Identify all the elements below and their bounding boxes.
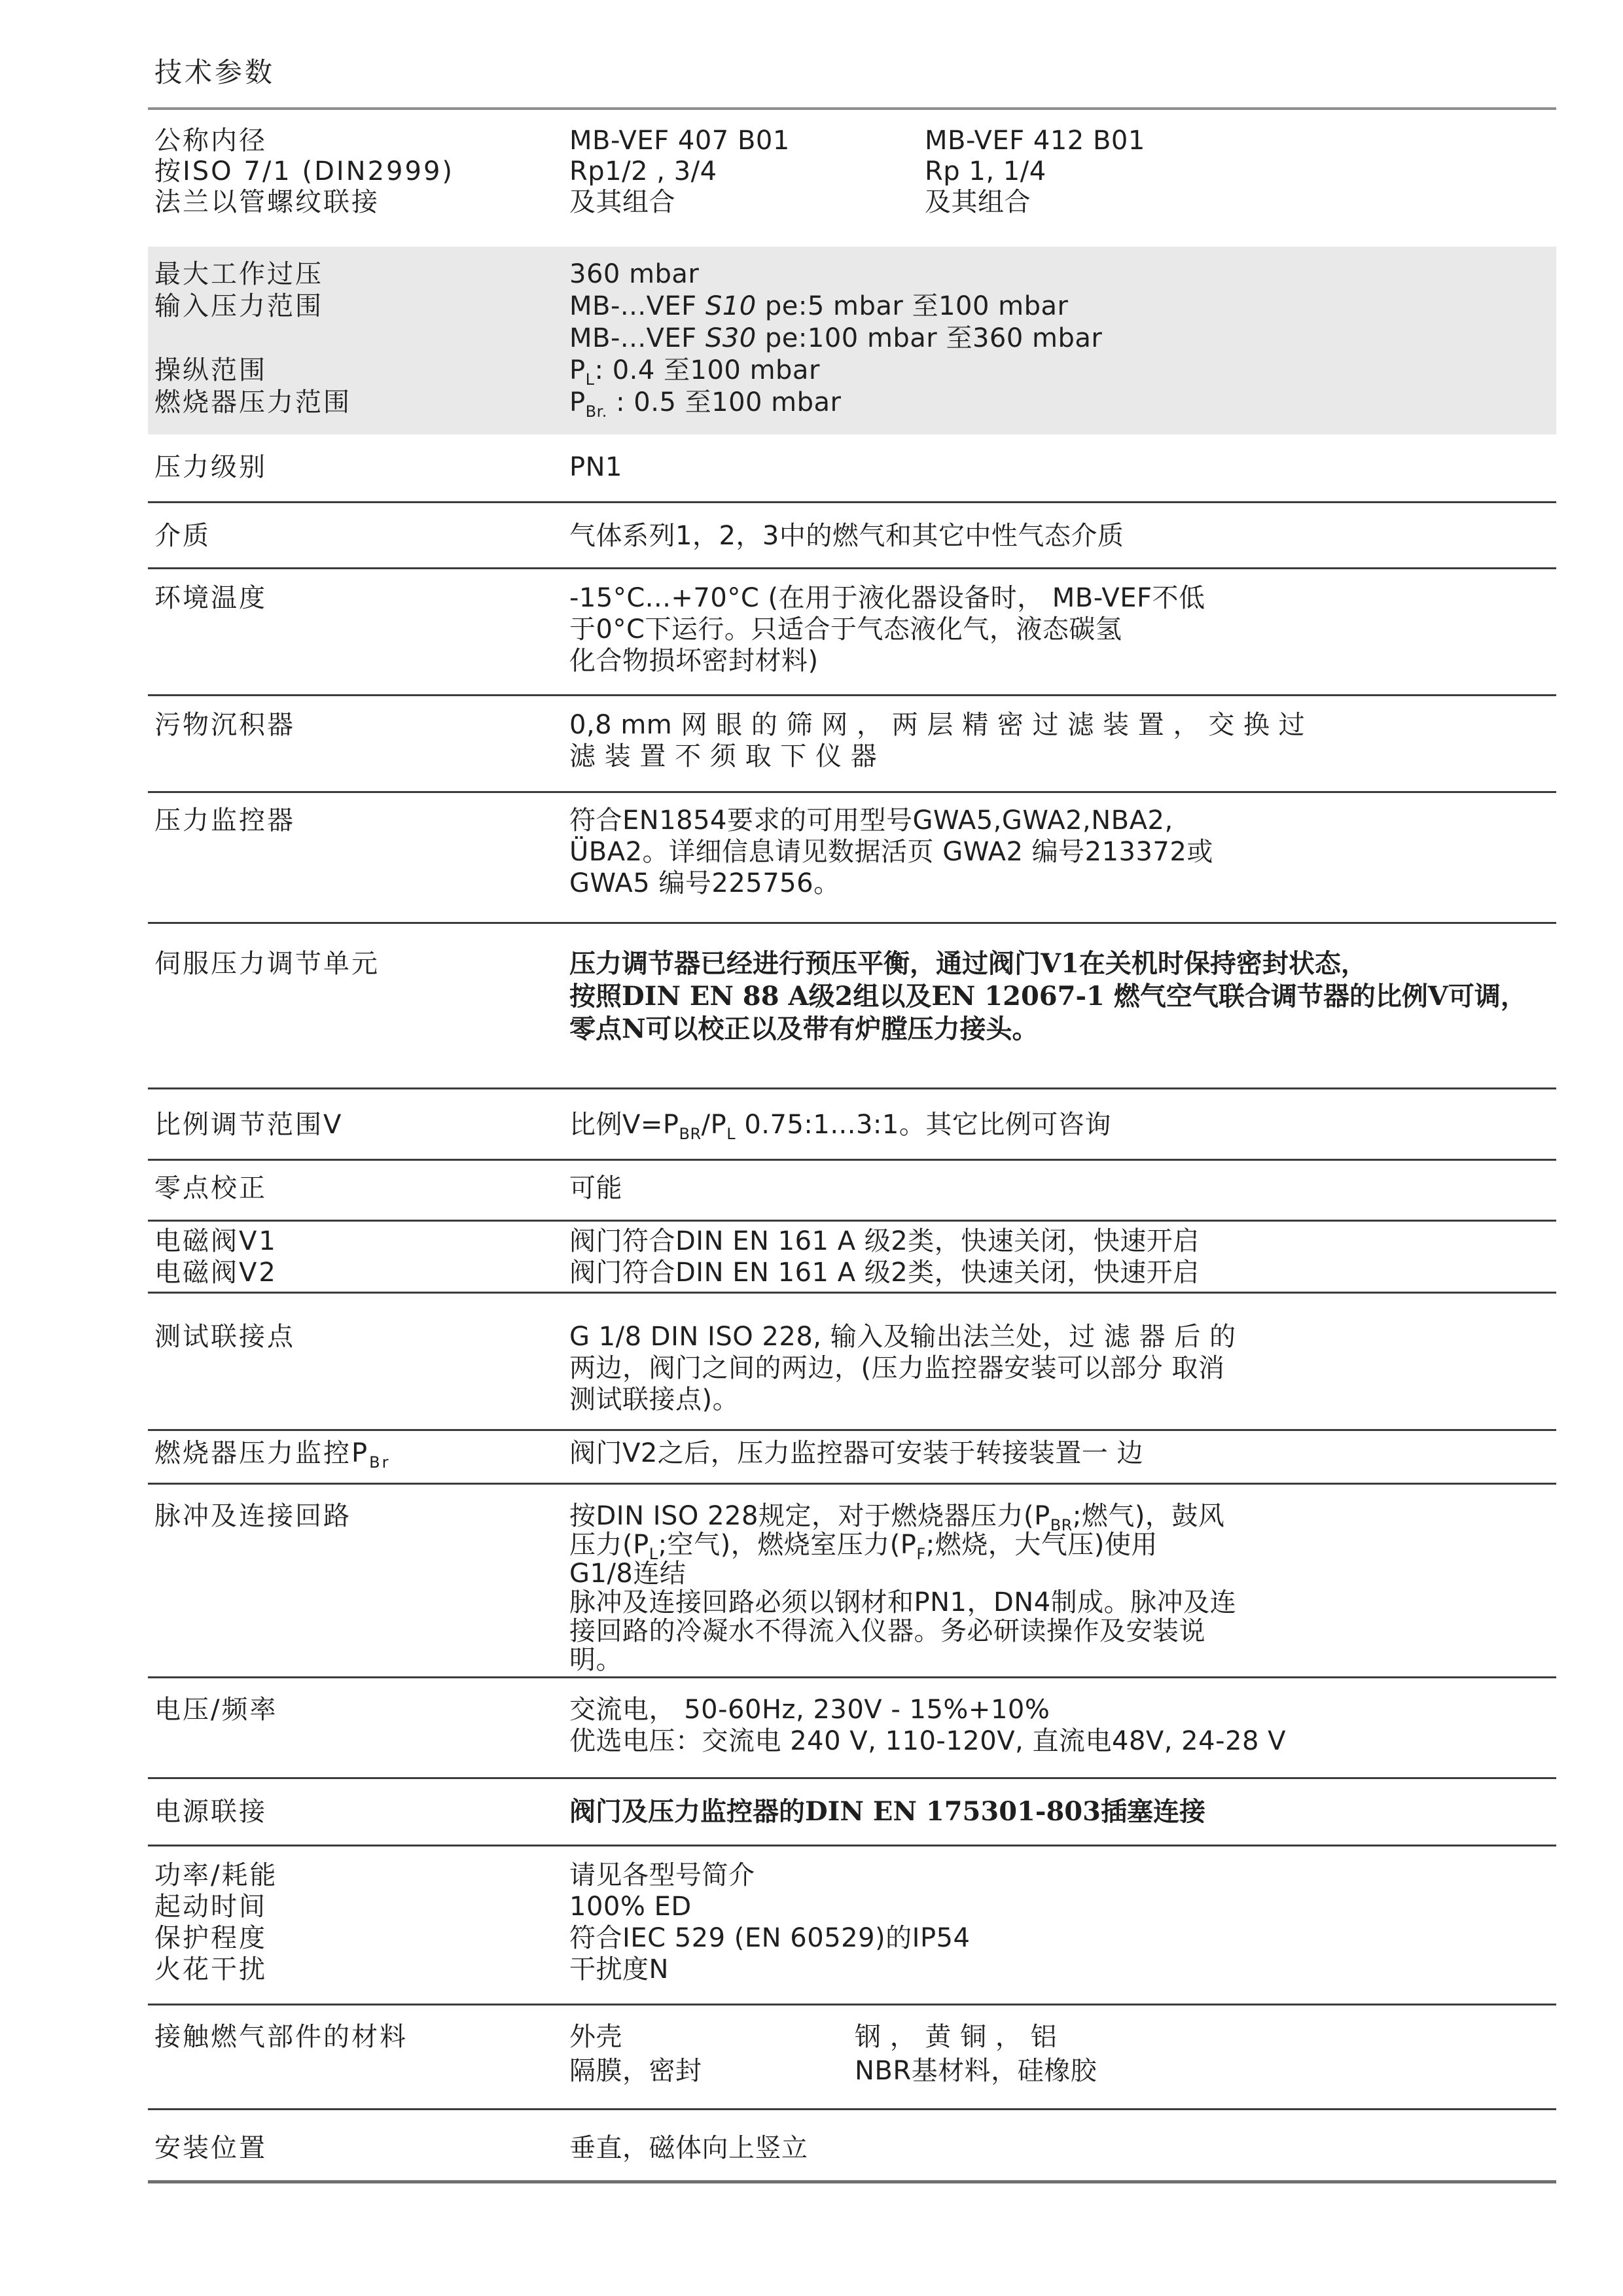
row-value-proportional-range-v [569,1109,1111,1143]
row-label-ambient-temperature-line: 环境温度 [154,583,267,613]
row-value-materials-gas-wetted [569,2020,702,2088]
spec-row-power-consumption [148,1846,1556,2005]
row-value-solenoid-valves [569,1226,1200,1288]
row-label-solenoid-valves-line: 电磁阀V1 [154,1226,277,1256]
row-value-nominal-diameter-line: MB-VEF 407 B01 [569,126,790,156]
row-label-pressure-class [154,451,267,483]
row-value-max-working-overpressure-line: $P_L$: 0.4 至100 mbar [569,355,820,389]
row-value-solenoid-valves-line: 阀门符合DIN EN 161 A 级2类，快速关闭，快速开启 [569,1226,1200,1256]
row-value-impulse-connection-lines-line: 压力($P_L$;空气)，燃烧室压力($P_F$;燃烧，大气压)使用 [569,1530,1158,1563]
row-label-nominal-diameter-line: 按ISO 7/1 (DIN2999) [154,156,455,186]
row-label-burner-pressure-monitoring-line: 燃烧器压力监控$P_{Br}$ [154,1438,391,1472]
page-title: 技术参数 [154,56,276,88]
row-value-electrical-connection-line: 阀门及压力监控器的DIN EN 175301-803插塞连接 [569,1796,1205,1827]
row-label-power-consumption-line: 火花干扰 [154,1954,267,1985]
row-value-test-connections-line: G 1/8 DIN ISO 228, 输入及输出法兰处，过 滤 器 后 的 [569,1322,1236,1352]
row-value-power-consumption-line: 符合IEC 529 (EN 60529)的IP54 [569,1923,971,1953]
row-value-pressure-monitor-line: 符合EN1854要求的可用型号GWA5,GWA2,NBA2, [569,805,1173,836]
row-label-max-working-overpressure-line: 输入压力范围 [154,291,323,321]
row-label-electrical-connection-line: 电源联接 [154,1797,267,1827]
row-value-solenoid-valves-line: 阀门符合DIN EN 161 A 级2类，快速关闭，快速开启 [569,1258,1200,1288]
row-value-medium-line: 气体系列1，2，3中的燃气和其它中性气态介质 [569,521,1124,551]
row-label-dirt-trap-line: 污物沉积器 [154,710,295,740]
row-value-ambient-temperature-line: -15°C...+70°C (在用于液化器设备时， MB-VEF不低 [569,583,1205,613]
row-value-nominal-diameter [569,126,790,218]
row-value-max-working-overpressure-line: 360 mbar [569,259,700,289]
row-label-nominal-diameter [154,126,454,218]
row-value-installation-position-line: 垂直，磁体向上竖立 [569,2133,808,2163]
spec-row-burner-pressure-monitoring [148,1431,1556,1485]
row-value-dirt-trap-line: 0,8 mm 网 眼 的 筛 网 ， 两 层 精 密 过 滤 装 置 ， 交 换 过 [569,710,1306,740]
row-value-installation-position [569,2132,808,2164]
row-value-zero-correction-line: 可能 [569,1173,622,1203]
row-label-materials-gas-wetted [154,2020,408,2054]
row-label-pressure-monitor-line: 压力监控器 [154,805,295,836]
row-value-servo-pressure-regulator-line: 压力调节器已经进行预压平衡，通过阀门V1在关机时保持密封状态， [569,948,1367,979]
row-label-nominal-diameter-line: 法兰以管螺纹联接 [154,187,380,217]
row-value-ambient-temperature [569,582,1205,677]
row-value-voltage-frequency-line: 优选电压：交流电 240 V, 110-120V, 直流电48V, 24-28 V [569,1726,1286,1756]
spec-row-voltage-frequency [148,1678,1556,1779]
row-value-impulse-connection-lines-line: G1/8连结 [569,1559,687,1589]
row-value-burner-pressure-monitoring [569,1438,1143,1469]
row-label-pressure-class-line: 压力级别 [154,452,267,482]
row-label-installation-position-line: 安装位置 [154,2133,267,2163]
row-label-medium [154,520,211,552]
row-value-materials-gas-wetted-line: 隔膜，密封 [569,2056,702,2086]
row-value-medium [569,520,1124,552]
row-value-test-connections [569,1321,1236,1415]
row-label-solenoid-valves [154,1226,277,1288]
row-label-servo-pressure-regulator [154,947,380,980]
row-label-dirt-trap [154,709,295,741]
row-value-proportional-range-v-line: 比例$V=P_{BR}/P_L$ 0.75:1...3:1。其它比例可咨询 [569,1110,1111,1143]
row-label-max-working-overpressure-line: 操纵范围 [154,355,267,385]
spec-row-pressure-class [148,434,1556,503]
row-value-ambient-temperature-line: 于0°C下运行。只适合于气态液化气，液态碳氢 [569,614,1122,645]
row-label-voltage-frequency-line: 电压/频率 [154,1695,278,1725]
spec-row-medium [148,503,1556,569]
spec-rows [148,110,1556,2183]
spec-row-nominal-diameter [148,110,1556,247]
row-value-pressure-monitor-line: ÜBA2。详细信息请见数据活页 GWA2 编号213372或 [569,837,1213,867]
row-value-nominal-diameter-line: 及其组合 [569,187,675,217]
spec-row-pressure-monitor [148,793,1556,924]
row-value-impulse-connection-lines-line: 按DIN ISO 228规定，对于燃烧器压力($P_{BR}$;燃气)，鼓风 [569,1501,1225,1534]
row-label-test-connections-line: 测试联接点 [154,1322,295,1352]
row-value-impulse-connection-lines-line: 脉冲及连接回路必须以钢材和PN1，DN4制成。脉冲及连 [569,1587,1237,1617]
row-value-burner-pressure-monitoring-line: 阀门V2之后，压力监控器可安装于转接装置一 边 [569,1438,1144,1468]
row-label-voltage-frequency [154,1694,277,1725]
row-value-max-working-overpressure-line: MB-...VEF S30 pe:100 mbar 至360 mbar [569,323,1103,353]
spec-row-zero-correction [148,1161,1556,1222]
spec-row-electrical-connection [148,1779,1556,1846]
spec-row-materials-gas-wetted [148,2005,1556,2110]
row-label-electrical-connection [154,1796,267,1828]
row-value-test-connections-line: 两边，阀门之间的两边，(压力监控器安装可以部分 取消 [569,1353,1225,1383]
spec-row-proportional-range-v [148,1089,1556,1161]
spec-row-dirt-trap [148,696,1556,793]
spec-table [148,0,1556,2183]
spec-row-test-connections [148,1294,1556,1431]
row-value2-nominal-diameter [925,126,1145,218]
row-value-electrical-connection [569,1796,1205,1828]
row-label-power-consumption [154,1860,277,1985]
spec-row-ambient-temperature [148,569,1556,696]
row-value-materials-gas-wetted-line: 外壳 [569,2022,622,2052]
spec-row-impulse-connection-lines [148,1485,1556,1678]
row-value-impulse-connection-lines-line: 接回路的冷凝水不得流入仪器。务必研读操作及安装说 [569,1616,1205,1646]
row-value-voltage-frequency [569,1694,1286,1757]
spec-row-solenoid-valves [148,1222,1556,1294]
row-value-pressure-class-line: PN1 [569,452,622,482]
row-label-power-consumption-line: 起动时间 [154,1892,267,1922]
row-value-impulse-connection-lines [569,1502,1236,1674]
spec-row-installation-position [148,2110,1556,2183]
row-value-dirt-trap-line: 滤 装 置 不 须 取 下 仪 器 [569,741,878,771]
row-label-impulse-connection-lines-line: 脉冲及连接回路 [154,1501,351,1531]
row-label-power-consumption-line: 功率/耗能 [154,1860,278,1890]
row-value-pressure-monitor [569,805,1213,899]
row-value-power-consumption-line: 100% ED [569,1892,692,1922]
row-value-zero-correction [569,1173,622,1204]
row-label-test-connections [154,1321,295,1352]
row-value-servo-pressure-regulator-line: 零点N可以校正以及带有炉膛压力接头。 [569,1014,1039,1044]
row-label-zero-correction-line: 零点校正 [154,1173,267,1203]
row-label-materials-gas-wetted-line: 接触燃气部件的材料 [154,2022,408,2052]
row-label-proportional-range-v [154,1109,343,1140]
row-label-proportional-range-v-line: 比例调节范围V [154,1110,344,1140]
row-value-impulse-connection-lines-line: 明。 [569,1645,622,1675]
row-value2-nominal-diameter-line: Rp 1, 1/4 [925,156,1046,186]
row-value-servo-pressure-regulator-line: 按照DIN EN 88 A级2组以及EN 12067-1 燃气空气联合调节器的比例V可调， [569,981,1527,1012]
row-value-servo-pressure-regulator [569,947,1527,1046]
row-value-test-connections-line: 测试联接点)。 [569,1385,740,1415]
row-value-max-working-overpressure [569,258,1102,419]
row-label-ambient-temperature [154,582,267,614]
row-value-ambient-temperature-line: 化合物损坏密封材料) [569,646,819,676]
row-value-voltage-frequency-line: 交流电， 50-60Hz, 230V - 15%+10% [569,1695,1050,1725]
row-label-installation-position [154,2132,267,2164]
row-label-max-working-overpressure-line: 燃烧器压力范围 [154,387,351,417]
row-label-pressure-monitor [154,805,295,836]
row-value2-nominal-diameter-line: MB-VEF 412 B01 [925,126,1145,156]
row-label-medium-line: 介质 [154,521,211,551]
row-value2-materials-gas-wetted-line: NBR基材料，硅橡胶 [855,2056,1097,2086]
row-label-servo-pressure-regulator-line: 伺服压力调节单元 [154,949,380,979]
row-value-power-consumption [569,1860,970,1985]
row-value2-materials-gas-wetted [855,2020,1097,2088]
row-label-max-working-overpressure [154,258,351,419]
spec-row-servo-pressure-regulator [148,924,1556,1089]
row-value-max-working-overpressure-line: $P_{Br.}$ : 0.5 至100 mbar [569,387,842,421]
row-value-pressure-class [569,451,622,483]
row-value2-materials-gas-wetted-line: 钢 ， 黄 铜 ， 铝 [855,2022,1058,2052]
row-label-zero-correction [154,1173,267,1204]
row-value-power-consumption-line: 请见各型号简介 [569,1860,755,1890]
row-value2-nominal-diameter-line: 及其组合 [925,187,1031,217]
row-value-power-consumption-line: 干扰度N [569,1954,669,1985]
row-label-max-working-overpressure-line: 最大工作过压 [154,259,323,289]
row-label-solenoid-valves-line: 电磁阀V2 [154,1258,277,1288]
row-label-impulse-connection-lines [154,1502,351,1530]
row-value-max-working-overpressure-line: MB-...VEF S10 pe:5 mbar 至100 mbar [569,291,1069,321]
row-label-nominal-diameter-line: 公称内径 [154,126,267,156]
row-value-dirt-trap [569,709,1305,772]
row-label-burner-pressure-monitoring [154,1438,391,1472]
row-label-max-working-overpressure-line [154,323,351,355]
row-value-nominal-diameter-line: Rp1/2 , 3/4 [569,156,717,186]
row-label-power-consumption-line: 保护程度 [154,1923,267,1953]
row-value-pressure-monitor-line: GWA5 编号225756。 [569,868,840,898]
spec-row-max-working-overpressure [148,247,1556,434]
